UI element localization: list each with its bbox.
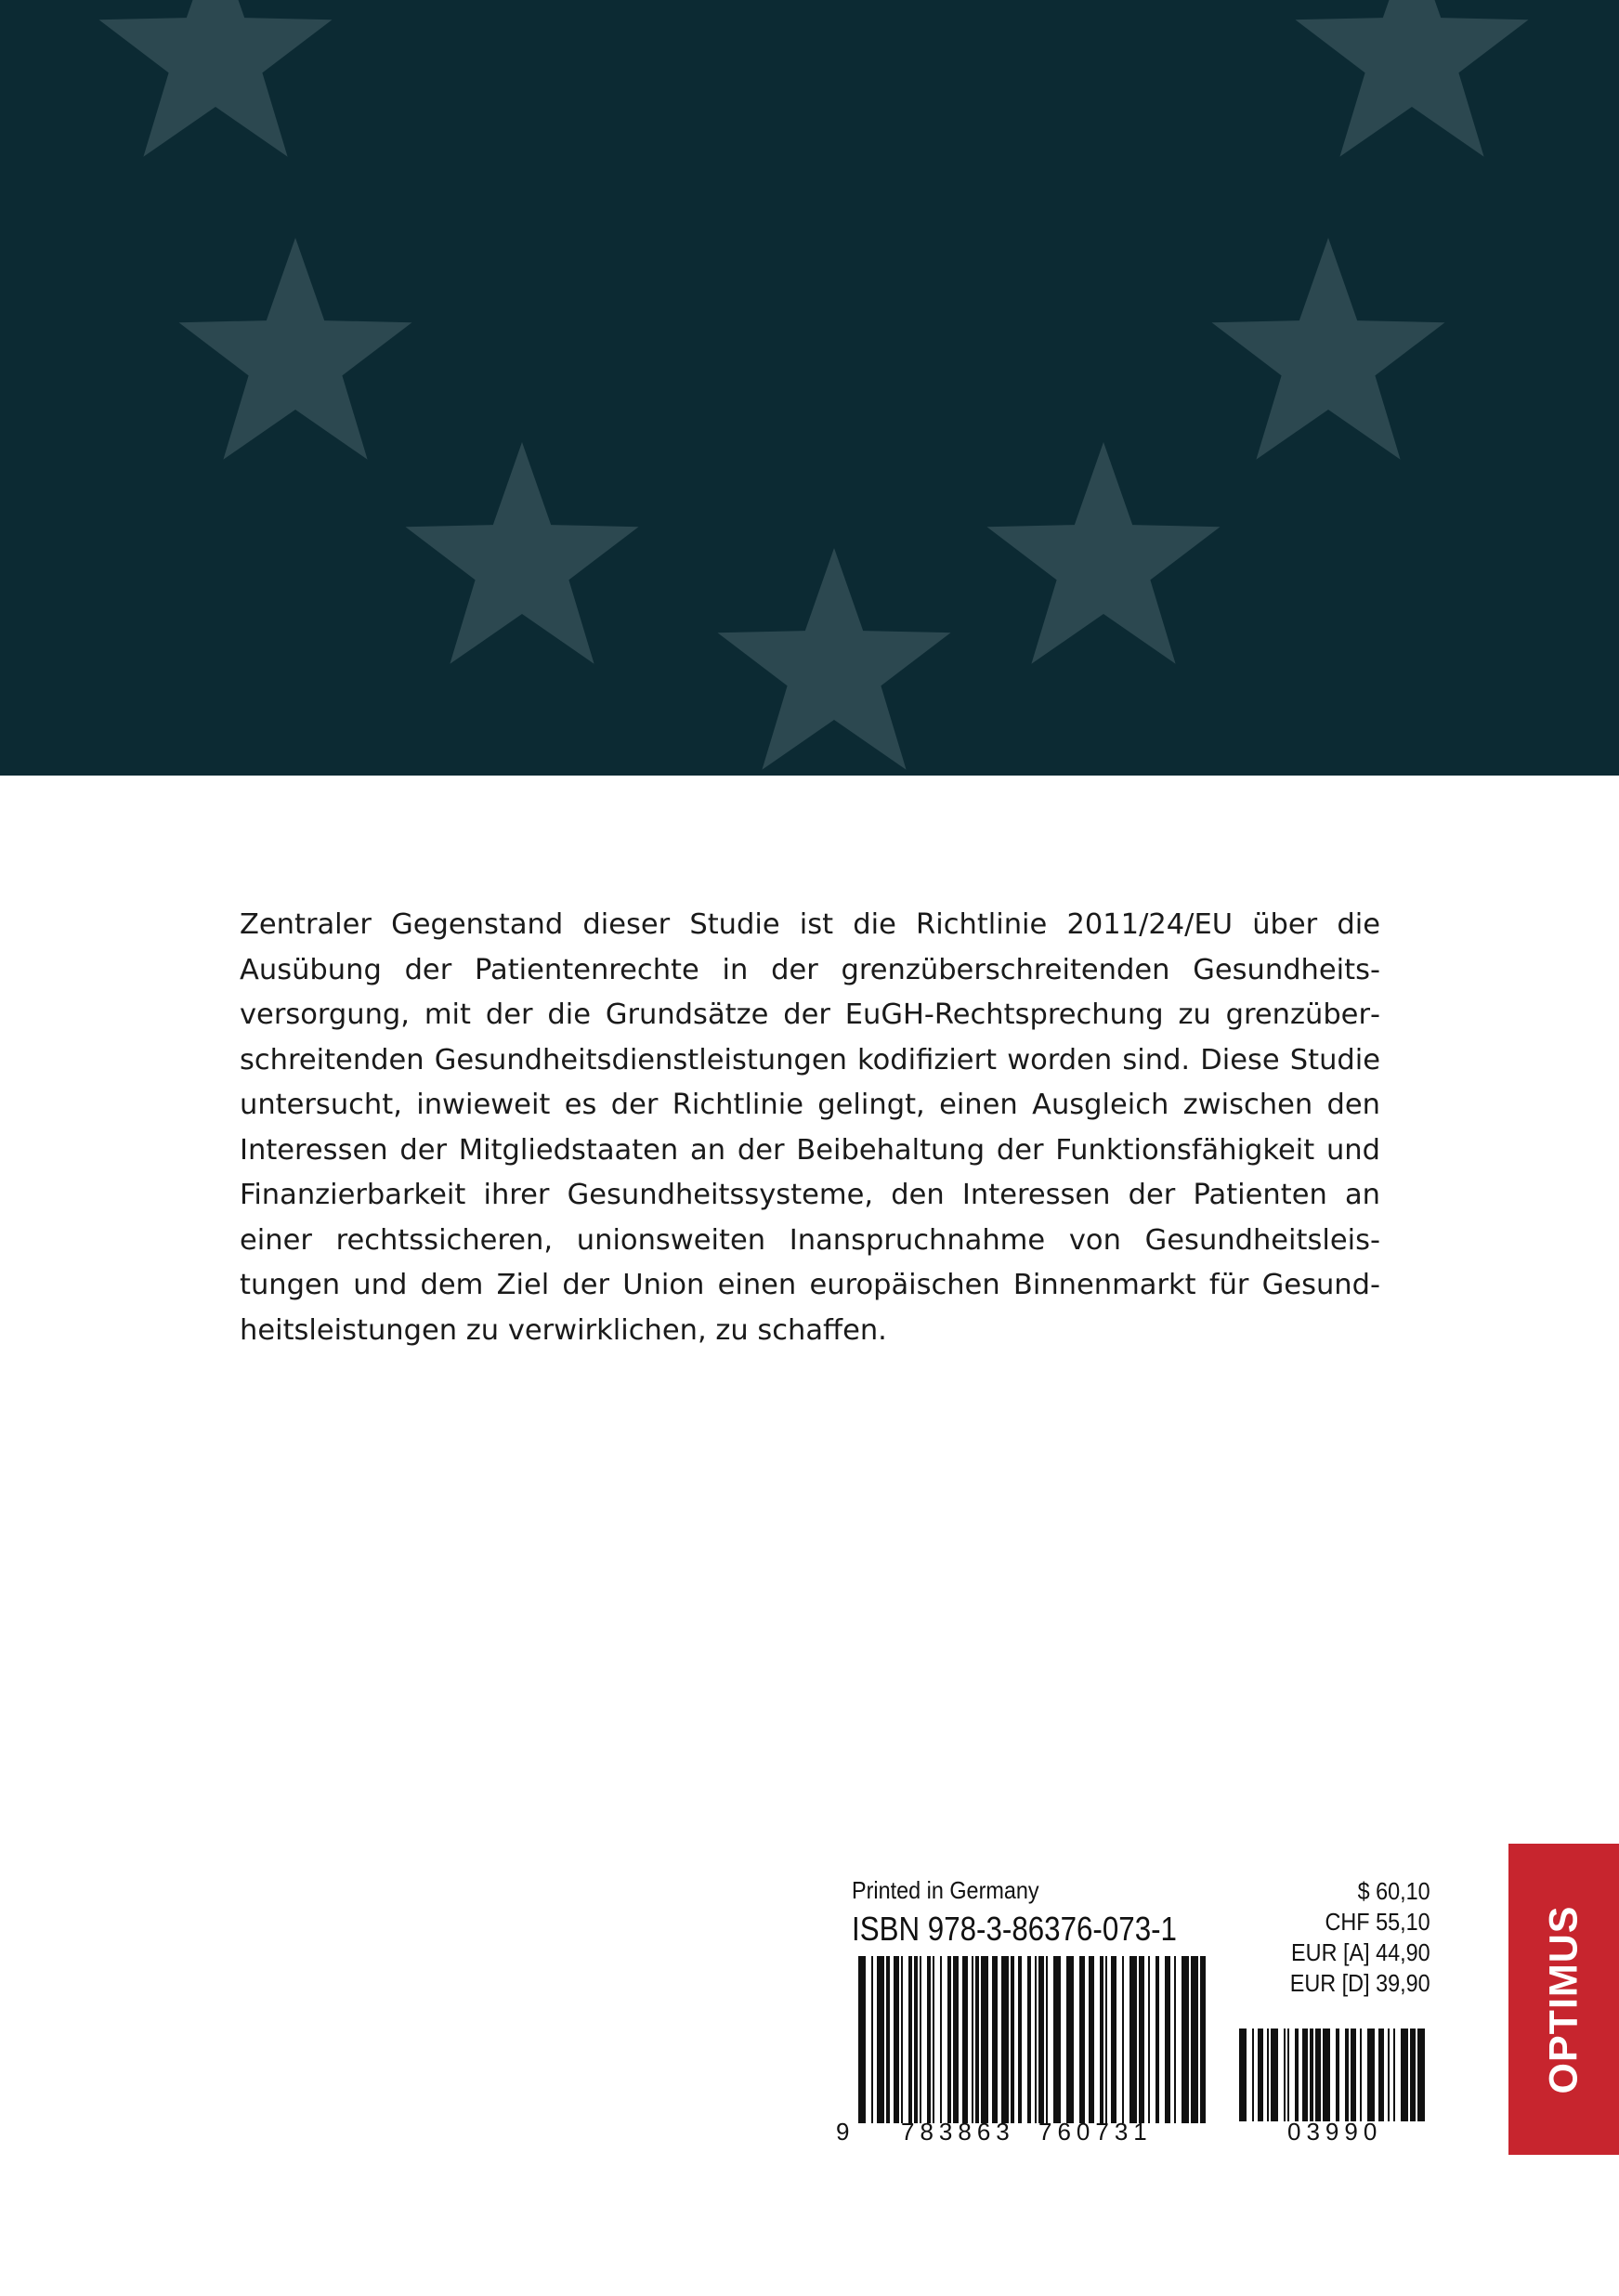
price-eur-d: EUR [D] 39,90 xyxy=(1290,1969,1430,1997)
blurb-text: Zentraler Gegenstand dieser Studie ist die Richtlinie 2011/24/EU über die Ausübung der Patientenrechte in der grenzüberschreitenden Gesundheitsversorgung, mit der die Grundsätze der EuGH-Rechtsprechung zu grenzüberschreitenden Gesundheitsdienstleistungen kodifiziert worden sind. Diese Studie untersucht, inwieweit es der Richtlinie gelingt, einen Ausgleich zwischen den Interessen der Mitgliedstaaten an der Beibehaltung der Funktionsfähigkeit und Finanzierbarkeit ihrer Gesundheitssysteme, den Interessen der Patienten an einer rechtssicheren, unionsweiten Inanspruchnahme von Gesundheitsleistungen und dem Ziel der Union einen europäischen Binnenmarkt für Gesundheitsleistungen zu verwirklichen, zu schaffen. xyxy=(240,908,1380,1347)
star-icon xyxy=(99,0,333,157)
star-icon xyxy=(1296,0,1529,157)
price-eur-a: EUR [A] 44,90 xyxy=(1291,1938,1430,1966)
barcode-digit-lead: 9 xyxy=(836,2118,850,2146)
printed-in-label: Printed in Germany xyxy=(852,1876,1039,1904)
star-icon xyxy=(1212,238,1445,460)
price-list xyxy=(1290,1876,1430,1999)
eu-stars-icon xyxy=(0,0,1619,776)
star-icon xyxy=(718,548,951,770)
star-icon xyxy=(179,238,412,460)
barcode-block xyxy=(836,1876,1430,2155)
barcode-addon-icon xyxy=(1239,2029,1425,2121)
isbn-label: ISBN 978-3-86376-073-1 xyxy=(852,1910,1177,1948)
barcode-digits-group-1: 783863 xyxy=(901,2118,1015,2146)
price-chf: CHF 55,10 xyxy=(1325,1908,1430,1936)
publisher-logo xyxy=(1508,1844,1619,2155)
barcode-icon xyxy=(858,1956,1211,2123)
barcode-digits-group-2: 760731 xyxy=(1038,2118,1153,2146)
price-usd: $ 60,10 xyxy=(1357,1877,1430,1905)
star-icon xyxy=(406,442,639,664)
publisher-name: OPTIMUS xyxy=(1541,1905,1586,2094)
barcode-addon-digits: 03990 xyxy=(1287,2118,1383,2146)
header-band xyxy=(0,0,1619,776)
star-icon xyxy=(987,442,1221,664)
